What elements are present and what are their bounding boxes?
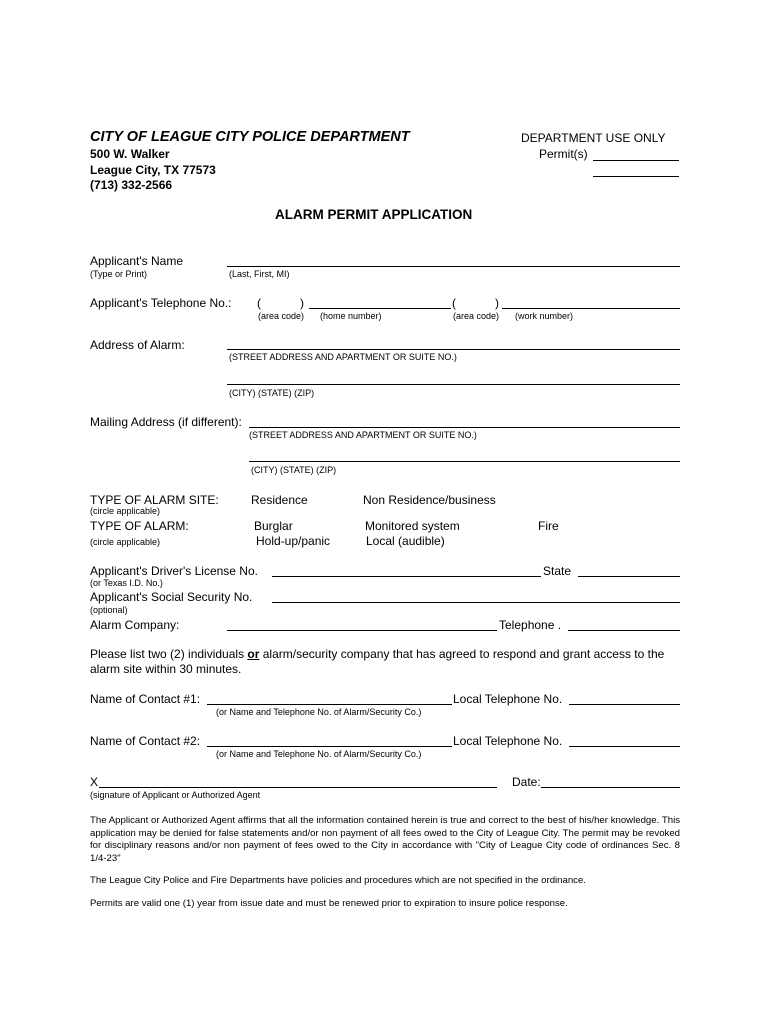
alarm-city-field[interactable] [227,384,680,385]
contact-2-telephone-label: Local Telephone No. [453,734,563,748]
signature-x: X [90,775,99,789]
applicant-telephone-label: Applicant's Telephone No.: [90,296,232,310]
date-label: Date: [512,775,541,789]
date-field[interactable] [541,787,680,788]
contacts-instructions: Please list two (2) individuals or alarm/security company that has agreed to respond and grant access to the alarm site within 30 minutes. [90,647,665,676]
alarm-type-hint: (circle applicable) [90,537,161,547]
alarm-type-label: TYPE OF ALARM: [90,519,189,533]
home-area-close-paren: ) [300,296,304,310]
applicant-name-hint: (Type or Print) [90,269,148,279]
mailing-street-field[interactable] [249,427,680,428]
home-area-code-sublabel: (area code) [258,311,305,321]
permits-label: Permit(s) [539,147,588,161]
permit-line-2[interactable] [593,176,679,177]
home-area-open-paren: ( [257,296,261,310]
contact-1-telephone-field[interactable] [569,704,680,705]
validity-paragraph: Permits are valid one (1) year from issue date and must be renewed prior to expiration to insure police response. [90,898,568,909]
contact-1-label: Name of Contact #1: [90,692,201,706]
drivers-license-field[interactable] [272,576,541,577]
option-non-residence[interactable]: Non Residence/business [363,493,496,507]
option-burglar[interactable]: Burglar [254,519,293,533]
policy-paragraph: The League City Police and Fire Departments have policies and procedures which are not specified in the ordinance. [90,875,586,886]
alarm-site-label: TYPE OF ALARM SITE: [90,493,219,507]
department-name: CITY OF LEAGUE CITY POLICE DEPARTMENT [90,129,410,145]
department-phone: (713) 332-2566 [90,178,173,192]
work-number-sublabel: (work number) [515,311,574,321]
address-line-1: 500 W. Walker [90,147,170,161]
address-line-2: League City, TX 77573 [90,163,216,177]
option-fire[interactable]: Fire [538,519,559,533]
work-number-field[interactable] [502,308,680,309]
contact-1-telephone-label: Local Telephone No. [453,692,563,706]
signature-field[interactable] [99,787,497,788]
contact-1-sublabel: (or Name and Telephone No. of Alarm/Security Co.) [216,707,422,717]
contact-1-name-field[interactable] [207,704,452,705]
option-monitored-system[interactable]: Monitored system [365,519,460,533]
contact-2-name-field[interactable] [207,746,452,747]
mailing-address-label: Mailing Address (if different): [90,415,242,429]
contact-2-label: Name of Contact #2: [90,734,201,748]
work-area-code-sublabel: (area code) [453,311,500,321]
ssn-field[interactable] [272,602,680,603]
alarm-street-sublabel: (STREET ADDRESS AND APARTMENT OR SUITE NO.) [229,352,457,362]
state-label: State [543,564,572,578]
ssn-label: Applicant's Social Security No. [90,590,253,604]
option-holdup-panic[interactable]: Hold-up/panic [256,534,331,548]
work-area-open-paren: ( [452,296,456,310]
company-telephone-field[interactable] [568,630,680,631]
form-title: ALARM PERMIT APPLICATION [275,207,473,222]
ssn-hint: (optional) [90,605,128,615]
signature-sublabel: (signature of Applicant or Authorized Agent [90,790,261,800]
department-use-label: DEPARTMENT USE ONLY [521,131,666,145]
option-residence[interactable]: Residence [251,493,308,507]
alarm-city-sublabel: (CITY) (STATE) (ZIP) [229,388,315,398]
work-area-close-paren: ) [495,296,499,310]
mailing-city-sublabel: (CITY) (STATE) (ZIP) [251,465,337,475]
alarm-address-label: Address of Alarm: [90,338,185,352]
alarm-site-hint: (circle applicable) [90,506,161,516]
company-telephone-label: Telephone . [499,618,562,632]
applicant-name-field[interactable] [227,266,680,267]
mailing-city-field[interactable] [249,461,680,462]
alarm-street-field[interactable] [227,349,680,350]
option-local-audible[interactable]: Local (audible) [366,534,445,548]
alarm-company-field[interactable] [227,630,497,631]
permit-line-1[interactable] [593,160,679,161]
affirmation-paragraph: The Applicant or Authorized Agent affirms that all the information contained herein is true and correct to the best of his/her knowledge. This application may be denied for false statements and/or non payment of all fees owed to the City of League City. The permit may be revoked for disciplinary reasons and/or non payment of fees owed to the City in accordance with "City of League City code of ordinances Sec. 8 1/4-23" [90,815,680,864]
home-number-field[interactable] [309,308,451,309]
contact-2-sublabel: (or Name and Telephone No. of Alarm/Security Co.) [216,749,422,759]
alarm-company-label: Alarm Company: [90,618,180,632]
state-field[interactable] [578,576,680,577]
home-number-sublabel: (home number) [320,311,382,321]
contact-2-telephone-field[interactable] [569,746,680,747]
applicant-name-sublabel: (Last, First, MI) [229,269,290,279]
mailing-street-sublabel: (STREET ADDRESS AND APARTMENT OR SUITE NO.) [249,430,477,440]
applicant-name-label: Applicant's Name [90,254,183,268]
drivers-license-hint: (or Texas I.D. No.) [90,578,163,588]
drivers-license-label: Applicant's Driver's License No. [90,564,258,578]
